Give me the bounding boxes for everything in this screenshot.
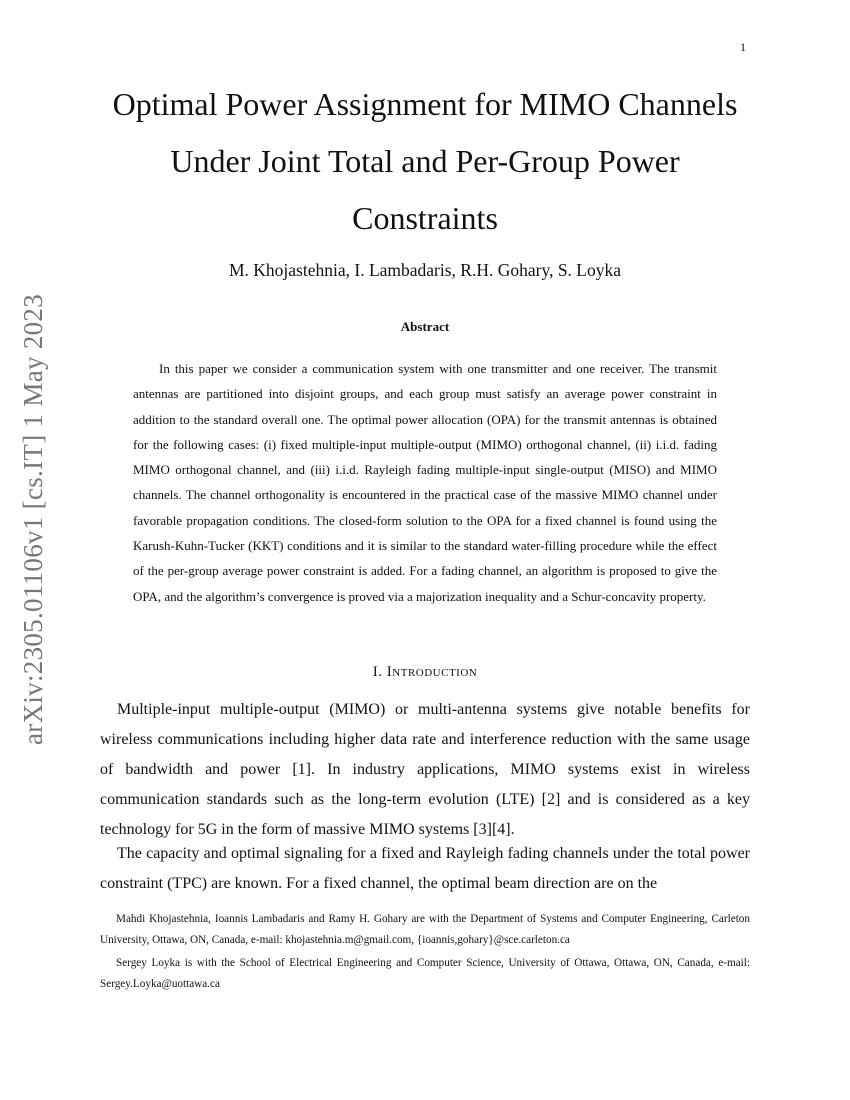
introduction-paragraph: The capacity and optimal signaling for a fixed and Rayleigh fading channels under the total power constraint (TPC) are known. For a fixed channel, the optimal beam direction are on the	[100, 845, 750, 892]
author-list: M. Khojastehnia, I. Lambadaris, R.H. Gohary, S. Loyka	[228, 260, 622, 280]
abstract-heading: Abstract	[400, 319, 450, 334]
footnote: Mahdi Khojastehnia, Ioannis Lambadaris and Ramy H. Gohary are with the Department of Systems and Computer Engineering, Carleton University, Ottawa, ON, Canada, e-mail: khojastehnia.m@gmail.com, {ioannis,gohary}@sce.carleton.ca	[100, 913, 750, 946]
introduction-paragraph: Multiple-input multiple-output (MIMO) or multi-antenna systems give notable benefits for wireless communications including higher data rate and interference reduction with the same usage of bandwidth and power [1]. In industry applications, MIMO systems exist in wireless communication standards such as the long-term evolution (LTE) [2] and is considered as a key technology for 5G in the form of massive MIMO systems [3][4].	[100, 701, 750, 838]
author-affiliation-footnotes	[100, 909, 750, 997]
section-title: Introduction	[386, 664, 478, 680]
abstract-body: In this paper we consider a communication system with one transmitter and one receiver. The transmit antennas are partitioned into disjoint groups, and each group must satisfy an average power constraint in addition to the standard overall one. The optimal power allocation (OPA) for the transmit antennas is obtained for the following cases: (i) fixed multiple-input multiple-output (MIMO) orthogonal channel, (ii) i.i.d. fading MIMO orthogonal channel, and (iii) i.i.d. Rayleigh fading multiple-input single-output (MISO) and MIMO channels. The channel orthogonality is encountered in the practical case of the massive MIMO channel under favorable propagation conditions. The closed-form solution to the OPA for a fixed channel is found using the Karush-Kuhn-Tucker (KKT) conditions and it is similar to the standard water-filling procedure while the effect of the per-group average power constraint is added. For a fading channel, an algorithm is proposed to give the OPA, and the algorithm’s convergence is proved via a majorization inequality and a Schur-concavity property.	[133, 361, 717, 604]
page-number: 1	[740, 40, 746, 54]
paper-title: Optimal Power Assignment for MIMO Channels Under Joint Total and Per-Group Power Constraints	[112, 86, 738, 236]
footnote: Sergey Loyka is with the School of Electrical Engineering and Computer Science, University of Ottawa, Ottawa, ON, Canada, e-mail: Sergey.Loyka@uottawa.ca	[100, 957, 750, 990]
arxiv-identifier-stamp: arXiv:2305.01106v1 [cs.IT] 1 May 2023	[18, 293, 48, 745]
section-number: I.	[372, 664, 383, 680]
section-heading-introduction	[100, 664, 750, 681]
